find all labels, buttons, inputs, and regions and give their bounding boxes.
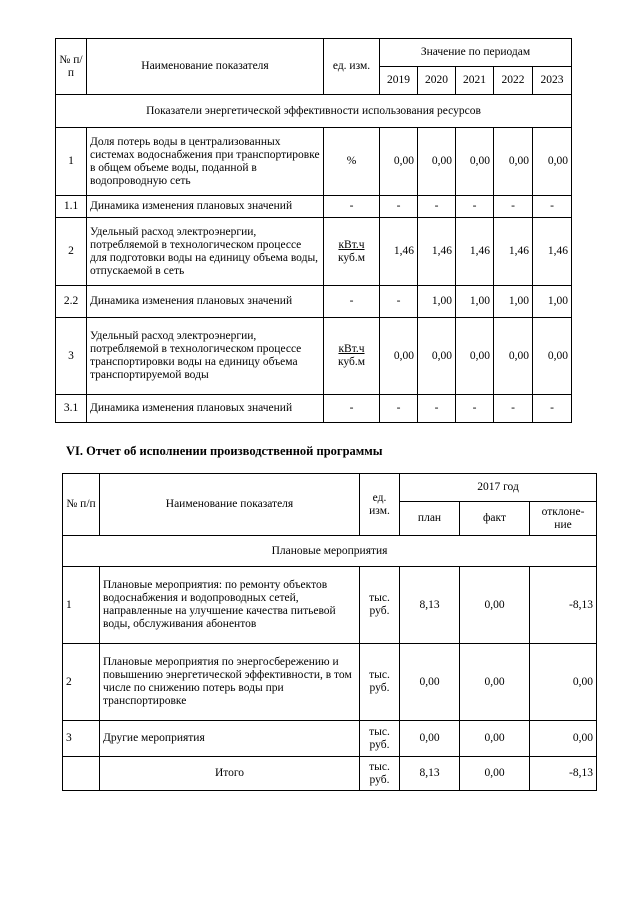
production-program-table — [62, 473, 597, 791]
fact-header: факт — [460, 502, 530, 536]
table-row: 2 Плановые мероприятия по энергосбережению и повышению энергетической эффективности, в том числе по снижению потерь воды при транспортировке тыс. руб. 0,00 0,00 0,00 — [63, 644, 597, 721]
table-row: 3.1 Динамика изменения плановых значений - - - - - - — [56, 395, 572, 423]
col-unit-header: ед. изм. — [324, 39, 380, 95]
col-name-header: Наименование показателя — [87, 39, 324, 95]
total-row: Итого тыс. руб. 8,13 0,00 -8,13 — [63, 757, 597, 791]
plan-header: план — [400, 502, 460, 536]
year-header: 2023 — [533, 67, 572, 95]
col-num-header: № п/п — [63, 474, 100, 536]
table-row: 3 Удельный расход электроэнергии, потребляемой в технологическом процессе транспортировки воды на единицу объема транспортируемой воды кВт.ч куб.м 0,00 0,00 0,00 0,00 0,00 — [56, 318, 572, 395]
col-name-header: Наименование показателя — [100, 474, 360, 536]
year-header: 2020 — [418, 67, 456, 95]
table-row: 2.2 Динамика изменения плановых значений - - 1,00 1,00 1,00 1,00 — [56, 286, 572, 318]
table-row: 2 Удельный расход электроэнергии, потребляемой в технологическом процессе для подготовки воды на единицу объема воды, отпускаемой в сеть кВт.ч куб.м 1,46 1,46 1,46 1,46 1,46 — [56, 218, 572, 286]
table-row: 1.1 Динамика изменения плановых значений - - - - - - — [56, 196, 572, 218]
deviation-header: отклоне-ние — [530, 502, 597, 536]
year-header: 2022 — [494, 67, 533, 95]
table-row: 3 Другие мероприятия тыс. руб. 0,00 0,00 0,00 — [63, 721, 597, 757]
year-header: 2017 год — [400, 474, 597, 502]
year-header: 2019 — [380, 67, 418, 95]
col-num-header: № п/п — [56, 39, 87, 95]
section-title: Показатели энергетической эффективности использования ресурсов — [56, 95, 572, 128]
energy-efficiency-table — [55, 38, 572, 423]
table-row: 1 Доля потерь воды в централизованных системах водоснабжения при транспортировке в общем объеме воды, поданной в водопроводную сеть % 0,00 0,00 0,00 0,00 0,00 — [56, 128, 572, 196]
section-title: Плановые мероприятия — [63, 536, 597, 567]
periods-header: Значение по периодам — [380, 39, 572, 67]
section-heading: VI. Отчет об исполнении производственной программы — [66, 444, 383, 458]
table-row: 1 Плановые мероприятия: по ремонту объектов водоснабжения и водопроводных сетей, направленные на улучшение качества питьевой воды, обслуживания абонентов тыс. руб. 8,13 0,00 -8,13 — [63, 567, 597, 644]
year-header: 2021 — [456, 67, 494, 95]
col-unit-header: ед. изм. — [360, 474, 400, 536]
